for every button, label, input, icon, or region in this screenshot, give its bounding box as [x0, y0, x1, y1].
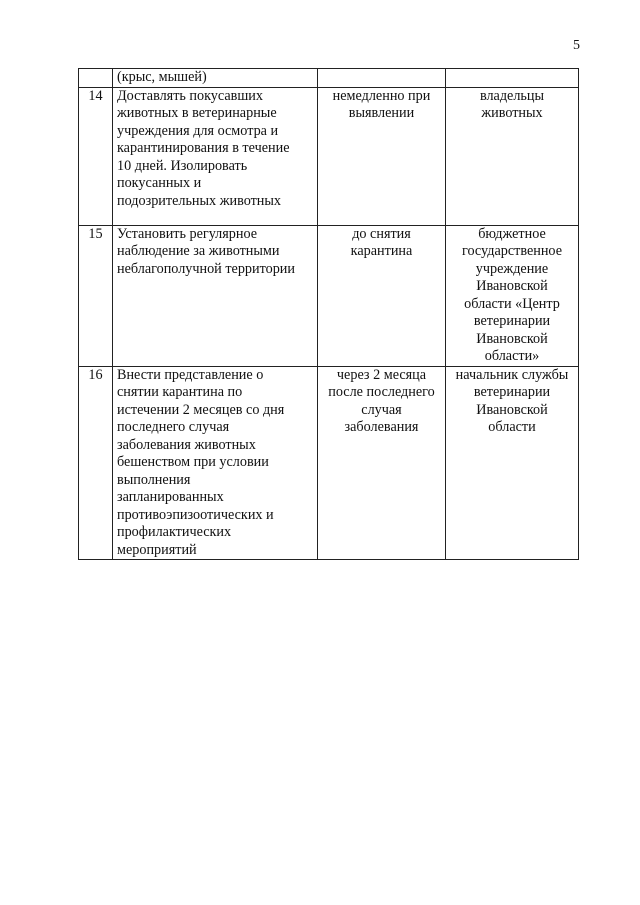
action-text-line: неблагополучной территории — [117, 260, 295, 277]
term-cell — [318, 366, 446, 560]
page-number: 5 — [573, 38, 580, 53]
action-text-line: Доставлять покусавших — [117, 87, 263, 104]
term-text-line: после последнего — [328, 384, 435, 400]
action-text-line: истечении 2 месяцев со дня — [117, 401, 285, 418]
term-cell — [318, 225, 446, 366]
responsible-text-line: Ивановской — [476, 330, 548, 347]
action-cell — [113, 87, 318, 225]
action-text-line: последнего случая — [117, 419, 230, 435]
term-text-line: случая — [361, 401, 402, 418]
action-text-line: наблюдение за животными — [117, 243, 280, 259]
row-number-cell — [79, 69, 113, 88]
action-text-line: покусанных и — [117, 175, 202, 191]
responsible-text-line: начальник службы — [455, 366, 569, 383]
responsible-text-line: учреждение — [475, 260, 549, 277]
responsible-text-line: владельцы — [479, 87, 545, 104]
responsible-text-line: ветеринарии — [473, 384, 551, 400]
responsible-text-line: государственное — [462, 243, 562, 259]
action-text-line: снятии карантина по — [117, 384, 243, 400]
term-text-line: карантина — [350, 243, 413, 259]
action-text-line: учреждения для осмотра и — [117, 122, 279, 139]
action-text-line: (крыс, мышей) — [117, 69, 207, 85]
term-text-line: немедленно при — [332, 87, 431, 104]
action-cell — [113, 69, 318, 88]
table-row — [79, 87, 579, 225]
action-text-line: мероприятий — [117, 541, 197, 558]
responsible-text-line: ветеринарии — [473, 313, 551, 329]
term-text-line: до снятия — [352, 225, 411, 242]
responsible-cell — [446, 87, 579, 225]
action-text-line: Внести представление о — [117, 366, 264, 383]
responsible-text-line: области «Центр — [464, 295, 560, 312]
responsible-text-line: Ивановской — [476, 278, 548, 294]
action-text-line: заболевания животных — [117, 436, 256, 453]
action-text-line: выполнения — [117, 471, 191, 488]
term-text-line: выявлении — [348, 105, 415, 121]
measures-table — [78, 68, 579, 560]
row-number-cell: 15 — [79, 225, 113, 366]
term-cell — [318, 69, 446, 88]
action-text-line: подозрительных животных — [117, 192, 282, 209]
responsible-text-line: области — [488, 419, 536, 435]
action-cell — [113, 225, 318, 366]
responsible-text-line: области» — [484, 348, 540, 364]
action-text-line: противоэпизоотических и — [117, 506, 274, 523]
term-cell — [318, 87, 446, 225]
action-text-line: бешенством при условии — [117, 454, 269, 470]
row-number-cell: 16 — [79, 366, 113, 560]
action-text-line: 10 дней. Изолировать — [117, 157, 248, 174]
action-text-line: карантинирования в течение — [117, 140, 290, 156]
responsible-text-line: бюджетное — [478, 225, 546, 242]
responsible-cell — [446, 366, 579, 560]
action-text-line: профилактических — [117, 524, 232, 540]
row-number-cell: 14 — [79, 87, 113, 225]
action-text-line: Установить регулярное — [117, 225, 258, 242]
table-row — [79, 366, 579, 560]
action-text-line: запланированных — [117, 489, 224, 505]
responsible-cell — [446, 69, 579, 88]
term-text-line: через 2 месяца — [336, 366, 427, 383]
responsible-cell — [446, 225, 579, 366]
term-text-line: заболевания — [344, 419, 419, 435]
responsible-text-line: Ивановской — [476, 401, 548, 418]
action-cell — [113, 366, 318, 560]
action-text-line: животных в ветеринарные — [117, 105, 277, 121]
table-row-continuation — [79, 69, 579, 88]
responsible-text-line: животных — [481, 105, 543, 121]
table-row — [79, 225, 579, 366]
